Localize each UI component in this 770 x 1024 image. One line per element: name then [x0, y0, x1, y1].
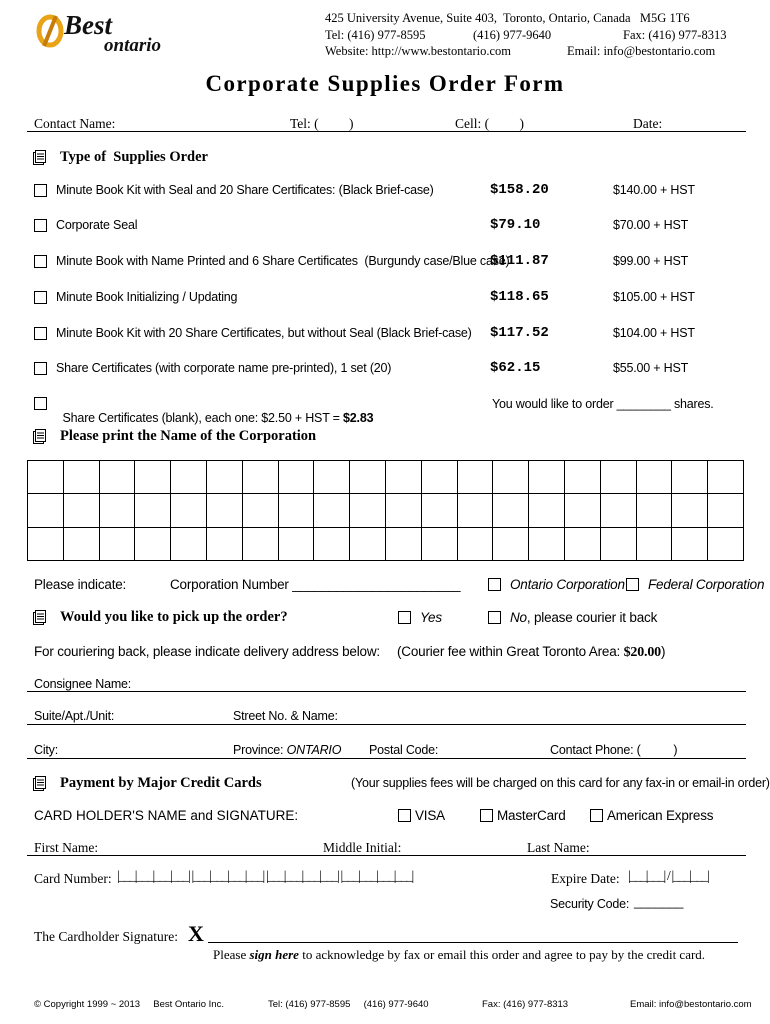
pickup-no-label [510, 610, 657, 625]
pickup-no-rest: , please courier it back [526, 610, 658, 625]
corporation-number-field[interactable]: Corporation Number _______________________ [170, 577, 461, 592]
footer-tel: Tel: (416) 977-8595 (416) 977-9640 [268, 999, 429, 1010]
blank-certificates-label: Share Certificates (blank), each one: $2.50 + HST = [62, 411, 344, 425]
supply-item-base-price: $99.00 + HST [613, 254, 689, 268]
corporation-name-heading: Please print the Name of the Corporation [60, 428, 317, 444]
payment-note: (Your supplies fees will be charged on this card for any fax-in or email-in order) [351, 776, 770, 790]
logo-best-text: Best [64, 10, 113, 40]
security-code-field[interactable]: _______ [634, 894, 684, 909]
courier-fee [397, 644, 665, 661]
name-underline[interactable] [27, 855, 746, 856]
supply-item-price: $158.20 [490, 182, 549, 198]
sign-post: to acknowledge by fax or email this order and agree to pay by the credit card. [298, 947, 706, 962]
sign-instruction [213, 947, 705, 963]
signature-x: X [188, 921, 204, 946]
visa-label: VISA [415, 808, 445, 823]
supply-item-checkbox[interactable] [34, 362, 47, 375]
pickup-yes-label: Yes [420, 610, 442, 625]
postal-label: Postal Code: [369, 743, 439, 757]
supply-item-base-price: $105.00 + HST [613, 290, 695, 304]
supply-item-base-price: $104.00 + HST [613, 326, 695, 340]
consignee-label: Consignee Name: [34, 677, 132, 691]
supply-item-label: Minute Book Kit with Seal and 20 Share Certificates: (Black Brief-case) [56, 183, 434, 197]
page-title: Corporate Supplies Order Form [205, 71, 565, 96]
visa-checkbox[interactable] [398, 809, 411, 822]
courier-fee-amount: $20.00 [623, 645, 661, 660]
order-shares-text: You would like to order ________ shares. [492, 397, 714, 411]
city-underline[interactable] [27, 758, 746, 759]
corporation-name-grid[interactable] [27, 460, 744, 561]
federal-corporation-checkbox[interactable] [626, 578, 639, 591]
pickup-heading: Would you like to pick up the order? [60, 609, 288, 625]
header-fax: Fax: (416) 977-8313 [623, 28, 727, 42]
contact-name-label: Contact Name: [34, 116, 116, 131]
supply-item-base-price: $55.00 + HST [613, 361, 689, 375]
form-icon [33, 776, 46, 791]
courier-fee-close: ) [660, 644, 666, 659]
province-label: Province: [233, 743, 284, 757]
supply-item-checkbox[interactable] [34, 255, 47, 268]
province-field [233, 743, 341, 757]
header-tel: Tel: (416) 977-8595 [325, 28, 426, 42]
supply-item-base-price: $140.00 + HST [613, 183, 695, 197]
supplies-heading: Type of Supplies Order [60, 149, 208, 165]
city-label: City: [34, 743, 59, 757]
consignee-underline[interactable] [27, 691, 746, 692]
form-icon [33, 429, 46, 444]
suite-underline[interactable] [27, 724, 746, 725]
header-website[interactable]: Website: http://www.bestontario.com [325, 44, 511, 58]
supply-item-price: $117.52 [490, 325, 549, 341]
supply-item-checkbox[interactable] [34, 219, 47, 232]
blank-certificates-checkbox[interactable] [34, 397, 47, 410]
logo-ontario-text: ontario [104, 35, 162, 56]
suite-label: Suite/Apt./Unit: [34, 709, 115, 723]
courier-label: For couriering back, please indicate delivery address below: [34, 644, 380, 659]
mastercard-label: MasterCard [497, 808, 566, 823]
contact-phone-label: Contact Phone: ( ) [550, 743, 678, 757]
supply-item-label: Minute Book with Name Printed and 6 Share Certificates (Burgundy case/Blue case) [56, 254, 510, 268]
security-code-label: Security Code: [550, 897, 630, 911]
supply-item-label: Corporate Seal [56, 218, 138, 232]
card-holder-label: CARD HOLDER'S NAME and SIGNATURE: [34, 808, 299, 823]
mastercard-checkbox[interactable] [480, 809, 493, 822]
street-label: Street No. & Name: [233, 709, 338, 723]
supply-item-base-price: $70.00 + HST [613, 218, 689, 232]
indicate-label: Please indicate: [34, 577, 127, 592]
amex-checkbox[interactable] [590, 809, 603, 822]
supply-item-price: $118.65 [490, 289, 549, 305]
card-number-label: Card Number: [34, 871, 112, 886]
pickup-no-word: No [510, 610, 527, 625]
blank-certificates-price: $2.83 [343, 411, 374, 425]
ontario-corporation-label: Ontario Corporation [510, 577, 625, 592]
signature-label: The Cardholder Signature: [34, 929, 178, 944]
header-address: 425 University Avenue, Suite 403, Toronto, Ontario, Canada M5G 1T6 [325, 11, 690, 25]
header-tel2: (416) 977-9640 [473, 28, 552, 42]
middle-initial-label: Middle Initial: [323, 840, 402, 855]
footer-email: Email: info@bestontario.com [630, 999, 752, 1010]
contact-underline [27, 131, 746, 132]
supply-item-checkbox[interactable] [34, 184, 47, 197]
contact-tel-label: Tel: ( ) [290, 116, 354, 131]
supply-item-label: Share Certificates (with corporate name pre-printed), 1 set (20) [56, 361, 392, 375]
signature-line[interactable] [208, 942, 738, 943]
ontario-corporation-checkbox[interactable] [488, 578, 501, 591]
supply-item-label: Minute Book Kit with 20 Share Certificates, but without Seal (Black Brief-case) [56, 326, 472, 340]
last-name-label: Last Name: [527, 840, 590, 855]
footer-copyright: © Copyright 1999 ~ 2013 Best Ontario Inc. [34, 999, 224, 1010]
blank-certificates-row [56, 397, 373, 425]
expire-date-label: Expire Date: [551, 871, 620, 886]
sign-pre: Please [213, 947, 250, 962]
province-value: ONTARIO [286, 743, 342, 757]
federal-corporation-label: Federal Corporation [648, 577, 765, 592]
header-email[interactable]: Email: info@bestontario.com [567, 44, 716, 58]
pickup-yes-checkbox[interactable] [398, 611, 411, 624]
card-number-boxes[interactable]: |___|___|___|___| |___|___|___|___| |___|___|___|___| |___|___|___|___| [117, 868, 413, 883]
logo-swirl-icon [36, 14, 66, 48]
supply-item-checkbox[interactable] [34, 327, 47, 340]
footer-fax: Fax: (416) 977-8313 [482, 999, 569, 1010]
expire-date-boxes[interactable]: |___|___| / |___|___| [628, 868, 709, 883]
contact-date-label: Date: [633, 116, 663, 131]
contact-cell-label: Cell: ( ) [455, 116, 524, 131]
form-icon [33, 150, 46, 165]
first-name-label: First Name: [34, 840, 99, 855]
supply-item-price: $79.10 [490, 217, 541, 233]
supply-item-price: $111.87 [490, 253, 549, 269]
supply-item-label: Minute Book Initializing / Updating [56, 290, 238, 304]
supply-item-price: $62.15 [490, 360, 541, 376]
sign-word: sign here [249, 947, 299, 962]
amex-label: American Express [607, 808, 714, 823]
courier-fee-text: (Courier fee within Great Toronto Area: [397, 644, 624, 659]
supply-item-checkbox[interactable] [34, 291, 47, 304]
logo [36, 10, 176, 60]
pickup-no-checkbox[interactable] [488, 611, 501, 624]
form-icon [33, 610, 46, 625]
payment-heading: Payment by Major Credit Cards [60, 775, 262, 791]
